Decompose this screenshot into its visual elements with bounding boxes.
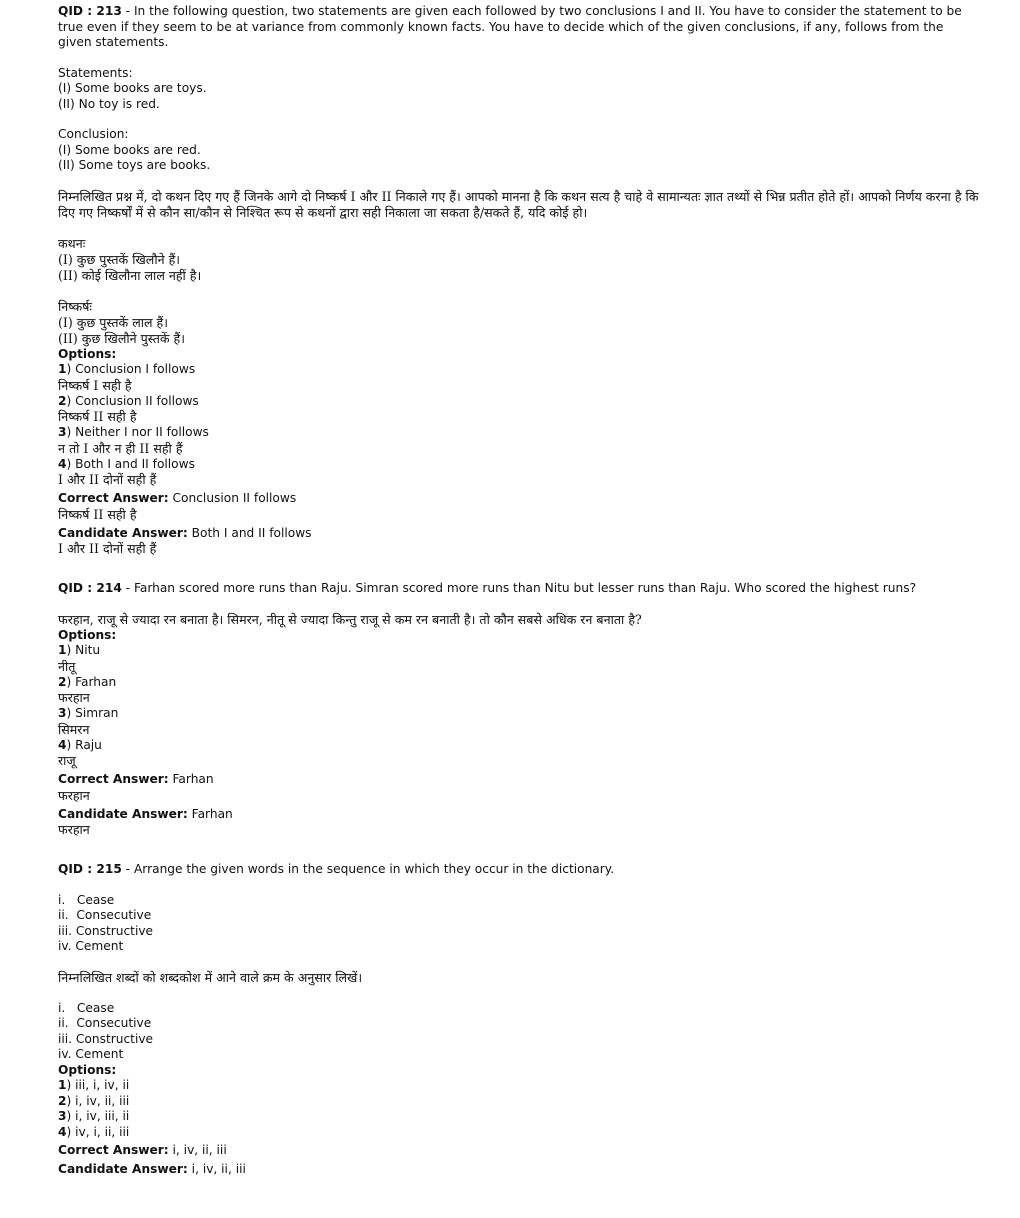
option-item: 2) Conclusion II follows: [58, 393, 199, 408]
candidate-answer-label: Candidate Answer:: [58, 1161, 188, 1176]
correct-answer: [58, 491, 980, 523]
question-text-hi: फरहान, राजू से ज्यादा रन बनाता है। सिमरन, नीतू से ज्यादा किन्तु राजू से कम रन बनाती है। तो कौन सबसे अधिक रन बनाता है?: [58, 611, 642, 627]
correct-answer-en: Farhan: [168, 772, 214, 786]
statement-item-hi: (I) कुछ पुस्तकें खिलौने हैं।: [58, 251, 181, 267]
statement-item: (I) Some books are toys.: [58, 81, 207, 95]
correct-answer-en: i, iv, ii, iii: [168, 1143, 227, 1157]
correct-answer-label: Correct Answer:: [58, 491, 169, 505]
options-list: [58, 362, 980, 488]
option-number: 2: [58, 1093, 67, 1108]
option-text-en: Nitu: [75, 643, 101, 657]
option-text-en: Both I and II follows: [75, 456, 195, 471]
option-item: 3) Neither I nor II follows: [58, 425, 209, 439]
word-item-hi: i. Cease: [58, 1000, 115, 1015]
question-text-en: - Farhan scored more runs than Raju. Simran scored more runs than Nitu but lesser runs than Raju. Who scored the highest runs?: [121, 581, 917, 595]
candidate-answer-en: Farhan: [187, 806, 233, 821]
candidate-answer-label: Candidate Answer:: [58, 806, 188, 821]
candidate-answer-hi: फरहान: [58, 822, 90, 837]
correct-answer: [58, 772, 980, 804]
option-item: 3) i, iv, iii, ii: [58, 1109, 130, 1123]
options-heading: Options:: [58, 1062, 117, 1077]
question-214-text: [58, 581, 980, 597]
option-number: 4: [58, 456, 67, 471]
word-item: i. Cease: [58, 892, 115, 907]
option-item: 4) Both I and II follows: [58, 456, 195, 471]
candidate-answer-label: Candidate Answer:: [58, 525, 188, 540]
word-item-hi: iii. Constructive: [58, 1031, 154, 1046]
option-item: 2) i, iv, ii, iii: [58, 1093, 130, 1108]
option-number: 3: [58, 1109, 67, 1123]
option-text-hi: न तो I और न ही II सही हैं: [58, 440, 183, 456]
option-text-en: Conclusion I follows: [75, 362, 196, 376]
option-item: 1) Conclusion I follows: [58, 362, 196, 376]
question-text-hi: निम्नलिखित प्रश्न में, दो कथन दिए गए हैं जिनके आगे दो निष्कर्ष I और II निकाले गए हैं। आपको मानना है कि कथन सत्य है चाहे वे सामान्यतः ज्ञात तथ्यों से भिन्न प्रतीत होते हों। आपको निर्णय करना है कि दिए गए निष्कर्षों में से कौन सा/कौन से निश्चित रूप से कथनों द्वारा सही निकाला जा सकता है/सकते हैं, यदि कोई हो।: [58, 188, 979, 220]
question-text-hi: निम्नलिखित शब्दों को शब्दकोश में आने वाले क्रम के अनुसार लिखें।: [58, 969, 363, 985]
option-text-hi: निष्कर्ष II सही है: [58, 409, 137, 424]
option-number: 1: [58, 1078, 67, 1092]
option-number: 1: [58, 643, 67, 657]
question-213: [58, 4, 980, 557]
correct-answer-hi: फरहान: [58, 787, 90, 803]
option-text-hi: नीतू: [58, 658, 76, 674]
correct-answer: [58, 1143, 980, 1159]
question-text-en: - Arrange the given words in the sequence in which they occur in the dictionary.: [121, 862, 615, 876]
option-number: 4: [58, 1124, 67, 1139]
statements-heading: Statements:: [58, 65, 133, 80]
option-text-hi: निष्कर्ष I सही है: [58, 377, 132, 393]
word-item: iii. Constructive: [58, 923, 154, 938]
option-text-hi: फरहान: [58, 690, 90, 705]
question-215-text: [58, 862, 980, 878]
candidate-answer-en: Both I and II follows: [187, 525, 312, 540]
question-text-en: - In the following question, two statements are given each followed by two conclusions I and II. You have to consider the statement to be true even if they seem to be at variance from commonly known facts. You have to decide which of the given conclusions, if any, follows from the given statements.: [58, 4, 962, 49]
option-item: 1) Nitu: [58, 643, 101, 657]
candidate-answer: [58, 526, 980, 558]
question-213-text: [58, 4, 980, 51]
question-214: [58, 581, 980, 838]
statement-item-hi: (II) कोई खिलौना लाल नहीं है।: [58, 267, 202, 283]
conclusion-item-hi: (II) कुछ खिलौने पुस्तकें हैं।: [58, 330, 186, 346]
conclusion-heading: Conclusion:: [58, 127, 129, 141]
option-item: 4) iv, i, ii, iii: [58, 1124, 130, 1139]
option-text-hi: I और II दोनों सही हैं: [58, 472, 157, 487]
conclusion-item: (I) Some books are red.: [58, 142, 201, 157]
statements-heading-hi: कथनः: [58, 235, 86, 251]
qid-label: QID : 213: [58, 4, 122, 18]
option-text-en: Raju: [75, 737, 102, 752]
word-item-hi: ii. Consecutive: [58, 1016, 152, 1030]
option-text-en: Farhan: [75, 674, 117, 689]
qid-label: QID : 214: [58, 581, 122, 595]
option-number: 2: [58, 674, 67, 689]
candidate-answer-hi: I और II दोनों सही हैं: [58, 541, 157, 556]
option-item: 1) iii, i, iv, ii: [58, 1078, 130, 1092]
word-item: ii. Consecutive: [58, 908, 152, 922]
option-text-en: iii, i, iv, ii: [75, 1078, 130, 1092]
option-text-en: iv, i, ii, iii: [75, 1124, 130, 1139]
candidate-answer: [58, 807, 980, 839]
conclusion-item-hi: (I) कुछ पुस्तकें लाल हैं।: [58, 314, 169, 330]
option-item: 3) Simran: [58, 706, 119, 720]
option-text-en: Conclusion II follows: [75, 393, 199, 408]
option-text-en: Simran: [75, 706, 119, 720]
correct-answer-hi: निष्कर्ष II सही है: [58, 506, 137, 522]
option-item: 4) Raju: [58, 737, 102, 752]
option-item: 2) Farhan: [58, 674, 117, 689]
statement-item: (II) No toy is red.: [58, 96, 160, 111]
options-heading: Options:: [58, 346, 117, 361]
option-text-hi: राजू: [58, 753, 76, 768]
option-text-hi: सिमरन: [58, 721, 90, 737]
option-number: 3: [58, 706, 67, 720]
conclusion-heading-hi: निष्कर्षः: [58, 298, 92, 314]
qid-label: QID : 215: [58, 862, 122, 876]
option-text-en: i, iv, iii, ii: [75, 1109, 130, 1123]
correct-answer-label: Correct Answer:: [58, 772, 169, 786]
option-text-en: i, iv, ii, iii: [75, 1093, 130, 1108]
options-list: [58, 1078, 980, 1140]
candidate-answer: [58, 1162, 980, 1178]
question-215: [58, 862, 980, 1177]
options-list: [58, 643, 980, 769]
correct-answer-en: Conclusion II follows: [168, 491, 297, 505]
option-text-en: Neither I nor II follows: [75, 425, 209, 439]
option-number: 3: [58, 425, 67, 439]
conclusion-item: (II) Some toys are books.: [58, 158, 211, 172]
option-number: 2: [58, 393, 67, 408]
word-item: iv. Cement: [58, 939, 124, 953]
option-number: 4: [58, 737, 67, 752]
word-item-hi: iv. Cement: [58, 1047, 124, 1061]
options-heading: Options:: [58, 627, 117, 642]
candidate-answer-en: i, iv, ii, iii: [187, 1161, 246, 1176]
correct-answer-label: Correct Answer:: [58, 1143, 169, 1157]
option-number: 1: [58, 362, 67, 376]
